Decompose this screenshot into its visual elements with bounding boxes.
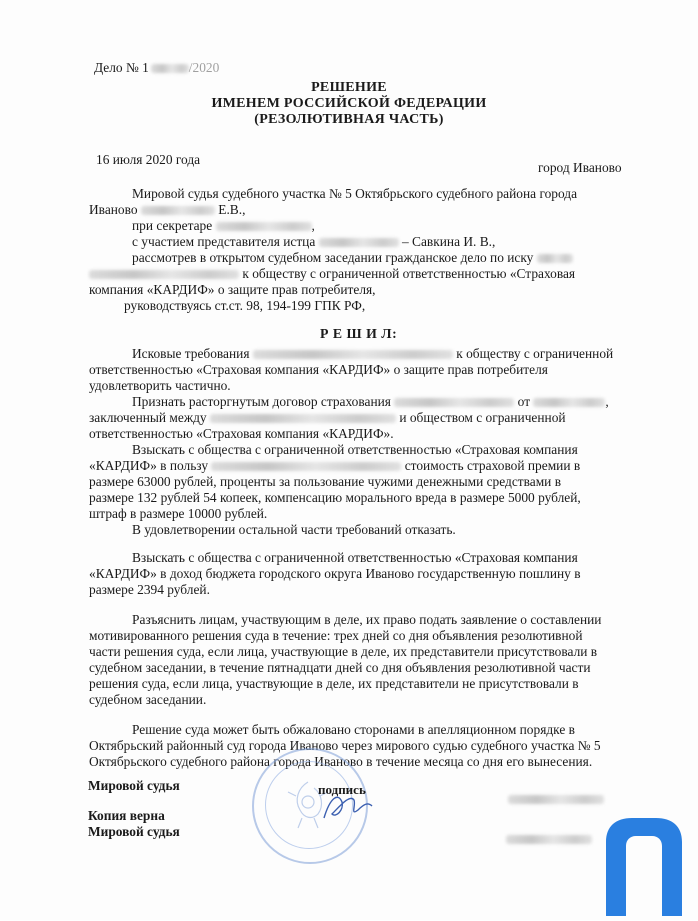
p6-line-2: мотивированного решения суда в течение: трех дней со дня объявления резолютивной [89, 628, 583, 643]
copy-true-label: Копия верна [88, 808, 165, 823]
p6-line-6: судебном заседании. [89, 692, 207, 707]
p3-line-5: штраф в размере 10000 рублей. [89, 506, 268, 521]
p1-line-2: ответственностью «Страховая компания «КАРДИФ» о защите прав потребителя [89, 362, 548, 377]
p3-line-3: размере 63000 рублей, проценты за пользование чужими денежными средствами в [89, 474, 562, 489]
p1-line-3: удовлетворить частично. [89, 378, 231, 393]
document-date: 16 июля 2020 года [96, 152, 201, 167]
intro-line-6: к обществу с ограниченной ответственностью «Страховая [89, 266, 575, 282]
p2-line-3: ответственностью «Страховая компания «КАРДИФ». [89, 426, 394, 441]
document-city: город Иваново [538, 160, 622, 175]
p5-line-1: Взыскать с общества с ограниченной ответственностью «Страховая компания [132, 550, 578, 565]
intro-line-5: рассмотрев в открытом судебном заседании гражданское дело по иску [132, 250, 573, 266]
judge-label: Мировой судья [88, 778, 180, 793]
document-subtitle: ИМЕНЕМ РОССИЙСКОЙ ФЕДЕРАЦИИ [211, 96, 487, 111]
p6-line-5: решения суда, если лица, участвующие в деле, их представители не присутствовали в [89, 676, 579, 691]
p5-line-3: размере 2394 рублей. [89, 582, 210, 597]
intro-line-8: руководствуясь ст.ст. 98, 194-199 ГПК РФ, [124, 298, 366, 313]
intro-secretary: при секретаре , [132, 218, 315, 233]
brand-logo-icon [598, 812, 690, 916]
p3-line-1: Взыскать с общества с ограниченной ответственностью «Страховая компания [132, 442, 578, 457]
judge-label-2: Мировой судья [88, 824, 180, 839]
p3-line-2: «КАРДИФ» в пользу стоимость страховой премии в [89, 458, 581, 473]
intro-line-1: Мировой судья судебного участка № 5 Октябрьского судебного района города [132, 186, 578, 201]
p2-line-1: Признать расторгнутым договор страхования от , [132, 394, 609, 409]
intro-line-2: Иваново Е.В., [89, 202, 246, 217]
case-number: Дело № 1 /2020 [94, 60, 220, 75]
handwritten-signature [320, 788, 380, 824]
intro-line-7: компания «КАРДИФ» о защите прав потребителя, [89, 282, 376, 297]
p3-line-4: размере 132 рублей 54 копеек, компенсацию морального вреда в размере 5000 рублей, [89, 490, 581, 505]
p7-line-3: Октябрьского судебного района города Иваново в течение месяца со дня его вынесения. [89, 754, 593, 769]
p7-line-2: Октябрьский районный суд города Иваново через мирового судью судебного участка № 5 [89, 738, 601, 753]
resolved-heading: Р Е Ш И Л: [320, 326, 398, 341]
document-part-label: (РЕЗОЛЮТИВНАЯ ЧАСТЬ) [254, 112, 444, 127]
intro-representative: с участием представителя истца – Савкина И. В., [132, 234, 496, 249]
p7-line-1: Решение суда может быть обжаловано сторонами в апелляционном порядке в [132, 722, 575, 737]
p2-line-2: заключенный между и обществом с ограниченной [89, 410, 566, 425]
p4-text: В удовлетворении остальной части требований отказать. [132, 522, 456, 537]
p5-line-2: «КАРДИФ» в доход бюджета городского округа Иваново государственную пошлину в [89, 566, 581, 581]
p1-line-1: Исковые требования к обществу с ограниченной [132, 346, 614, 361]
p6-line-3: части решения суда, если лица, участвующие в деле, их представители присутствовали в [89, 644, 598, 659]
signature-label: подпись [318, 782, 366, 797]
judge-name-redacted [508, 790, 604, 808]
p6-line-4: судебном заседании, в течение пятнадцати дней со дня объявления резолютивной части [89, 660, 591, 675]
p6-line-1: Разъяснить лицам, участвующим в деле, их право подать заявление о составлении [132, 612, 602, 627]
judge-name-redacted-2 [506, 830, 592, 848]
document-title: РЕШЕНИЕ [311, 80, 387, 95]
